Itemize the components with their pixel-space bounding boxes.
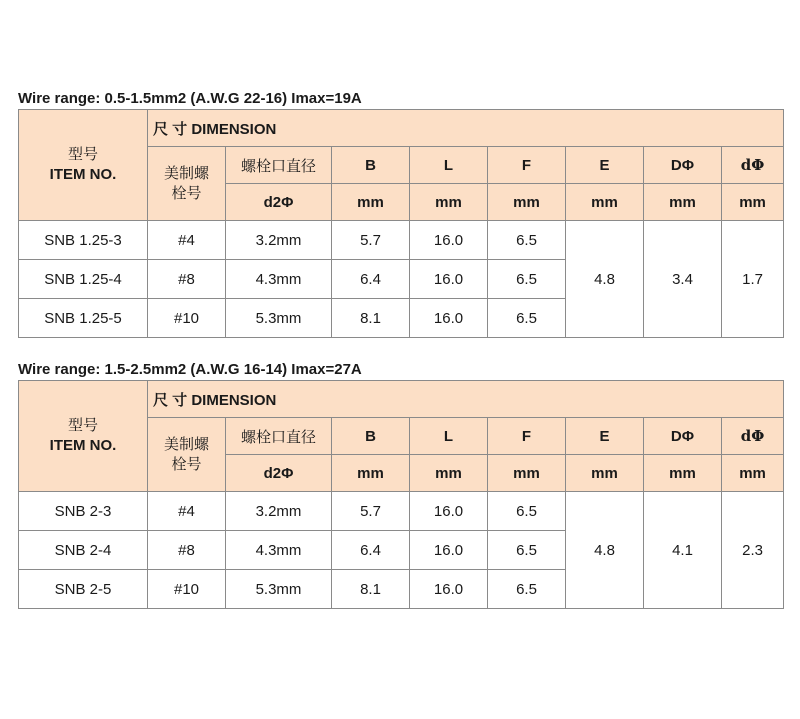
- bolt-size-cell: #10: [148, 299, 226, 338]
- f-cell: 6.5: [488, 299, 566, 338]
- spec-table: [18, 380, 784, 609]
- b-cell: 6.4: [332, 531, 410, 570]
- unit-small-d-phi: mm: [722, 455, 784, 492]
- l-cell: 16.0: [410, 260, 488, 299]
- l-cell: 16.0: [410, 570, 488, 609]
- col-header-d-phi: DΦ: [644, 418, 722, 455]
- f-cell: 6.5: [488, 570, 566, 609]
- l-cell: 16.0: [410, 492, 488, 531]
- col-header-d-phi: DΦ: [644, 147, 722, 184]
- col-header-b: B: [332, 147, 410, 184]
- b-cell: 8.1: [332, 299, 410, 338]
- dimension-header: 尺 寸 DIMENSION: [148, 381, 784, 418]
- wire-range-title: Wire range: 1.5-2.5mm2 (A.W.G 16-14) Imax=27A: [18, 361, 362, 378]
- unit-l: mm: [410, 184, 488, 221]
- item-no-header: [19, 381, 148, 492]
- unit-f: mm: [488, 455, 566, 492]
- item-no-header: [19, 110, 148, 221]
- unit-d2-phi: d2Φ: [226, 455, 332, 492]
- item-no-cell: SNB 2-4: [19, 531, 148, 570]
- bolt-diameter-cell: 3.2mm: [226, 221, 332, 260]
- bolt-size-cell: #4: [148, 492, 226, 531]
- bolt-size-cell: #10: [148, 570, 226, 609]
- item-no-cell: SNB 1.25-5: [19, 299, 148, 338]
- item-no-cell: SNB 2-3: [19, 492, 148, 531]
- item-no-cell: SNB 1.25-4: [19, 260, 148, 299]
- bolt-diameter-cell: 4.3mm: [226, 260, 332, 299]
- col-header-e: E: [566, 147, 644, 184]
- bolt-size-cell: #4: [148, 221, 226, 260]
- unit-d-phi: mm: [644, 455, 722, 492]
- bolt-size-header-line1: 美制螺: [163, 435, 209, 453]
- item-no-cn: 型号: [67, 146, 98, 163]
- unit-b: mm: [332, 455, 410, 492]
- item-no-en: ITEM NO.: [49, 166, 117, 183]
- small-d-phi-cell: 2.3: [722, 492, 784, 609]
- bolt-diameter-cell: 5.3mm: [226, 299, 332, 338]
- d-phi-cell: 4.1: [644, 492, 722, 609]
- unit-d2-phi: d2Φ: [226, 184, 332, 221]
- b-cell: 5.7: [332, 492, 410, 531]
- bolt-size-header: [148, 147, 226, 221]
- spec-section-2: [18, 360, 783, 609]
- f-cell: 6.5: [488, 221, 566, 260]
- col-header-f: F: [488, 418, 566, 455]
- bolt-diameter-cell: 3.2mm: [226, 492, 332, 531]
- col-header-e: E: [566, 418, 644, 455]
- unit-f: mm: [488, 184, 566, 221]
- l-cell: 16.0: [410, 299, 488, 338]
- wire-range-title: Wire range: 0.5-1.5mm2 (A.W.G 22-16) Imax=19A: [18, 90, 362, 107]
- bolt-size-header-line2: 栓号: [171, 184, 202, 202]
- col-header-l: L: [410, 147, 488, 184]
- item-no-cell: SNB 2-5: [19, 570, 148, 609]
- bolt-diameter-header: 螺栓口直径: [226, 418, 332, 455]
- spec-section-1: [18, 89, 783, 338]
- e-cell: 4.8: [566, 221, 644, 338]
- unit-e: mm: [566, 455, 644, 492]
- bolt-diameter-header: 螺栓口直径: [226, 147, 332, 184]
- b-cell: 8.1: [332, 570, 410, 609]
- col-header-b: B: [332, 418, 410, 455]
- unit-e: mm: [566, 184, 644, 221]
- dimension-header: 尺 寸 DIMENSION: [148, 110, 784, 147]
- item-no-cell: SNB 1.25-3: [19, 221, 148, 260]
- col-header-l: L: [410, 418, 488, 455]
- unit-small-d-phi: mm: [722, 184, 784, 221]
- b-cell: 6.4: [332, 260, 410, 299]
- l-cell: 16.0: [410, 221, 488, 260]
- b-cell: 5.7: [332, 221, 410, 260]
- l-cell: 16.0: [410, 531, 488, 570]
- bolt-size-cell: #8: [148, 531, 226, 570]
- unit-b: mm: [332, 184, 410, 221]
- bolt-diameter-cell: 5.3mm: [226, 570, 332, 609]
- f-cell: 6.5: [488, 260, 566, 299]
- item-no-cn: 型号: [67, 417, 98, 434]
- f-cell: 6.5: [488, 492, 566, 531]
- spec-table: [18, 109, 784, 338]
- bolt-diameter-cell: 4.3mm: [226, 531, 332, 570]
- bolt-size-header: [148, 418, 226, 492]
- small-d-phi-cell: 1.7: [722, 221, 784, 338]
- table-row: [19, 221, 784, 260]
- table-row: [19, 492, 784, 531]
- bolt-size-header-line2: 栓号: [171, 455, 202, 473]
- d-phi-cell: 3.4: [644, 221, 722, 338]
- e-cell: 4.8: [566, 492, 644, 609]
- col-header-f: F: [488, 147, 566, 184]
- item-no-en: ITEM NO.: [49, 437, 117, 454]
- unit-d-phi: mm: [644, 184, 722, 221]
- unit-l: mm: [410, 455, 488, 492]
- col-header-small-d-phi: dΦ: [722, 418, 784, 455]
- bolt-size-header-line1: 美制螺: [163, 164, 209, 182]
- bolt-size-cell: #8: [148, 260, 226, 299]
- f-cell: 6.5: [488, 531, 566, 570]
- col-header-small-d-phi: dΦ: [722, 147, 784, 184]
